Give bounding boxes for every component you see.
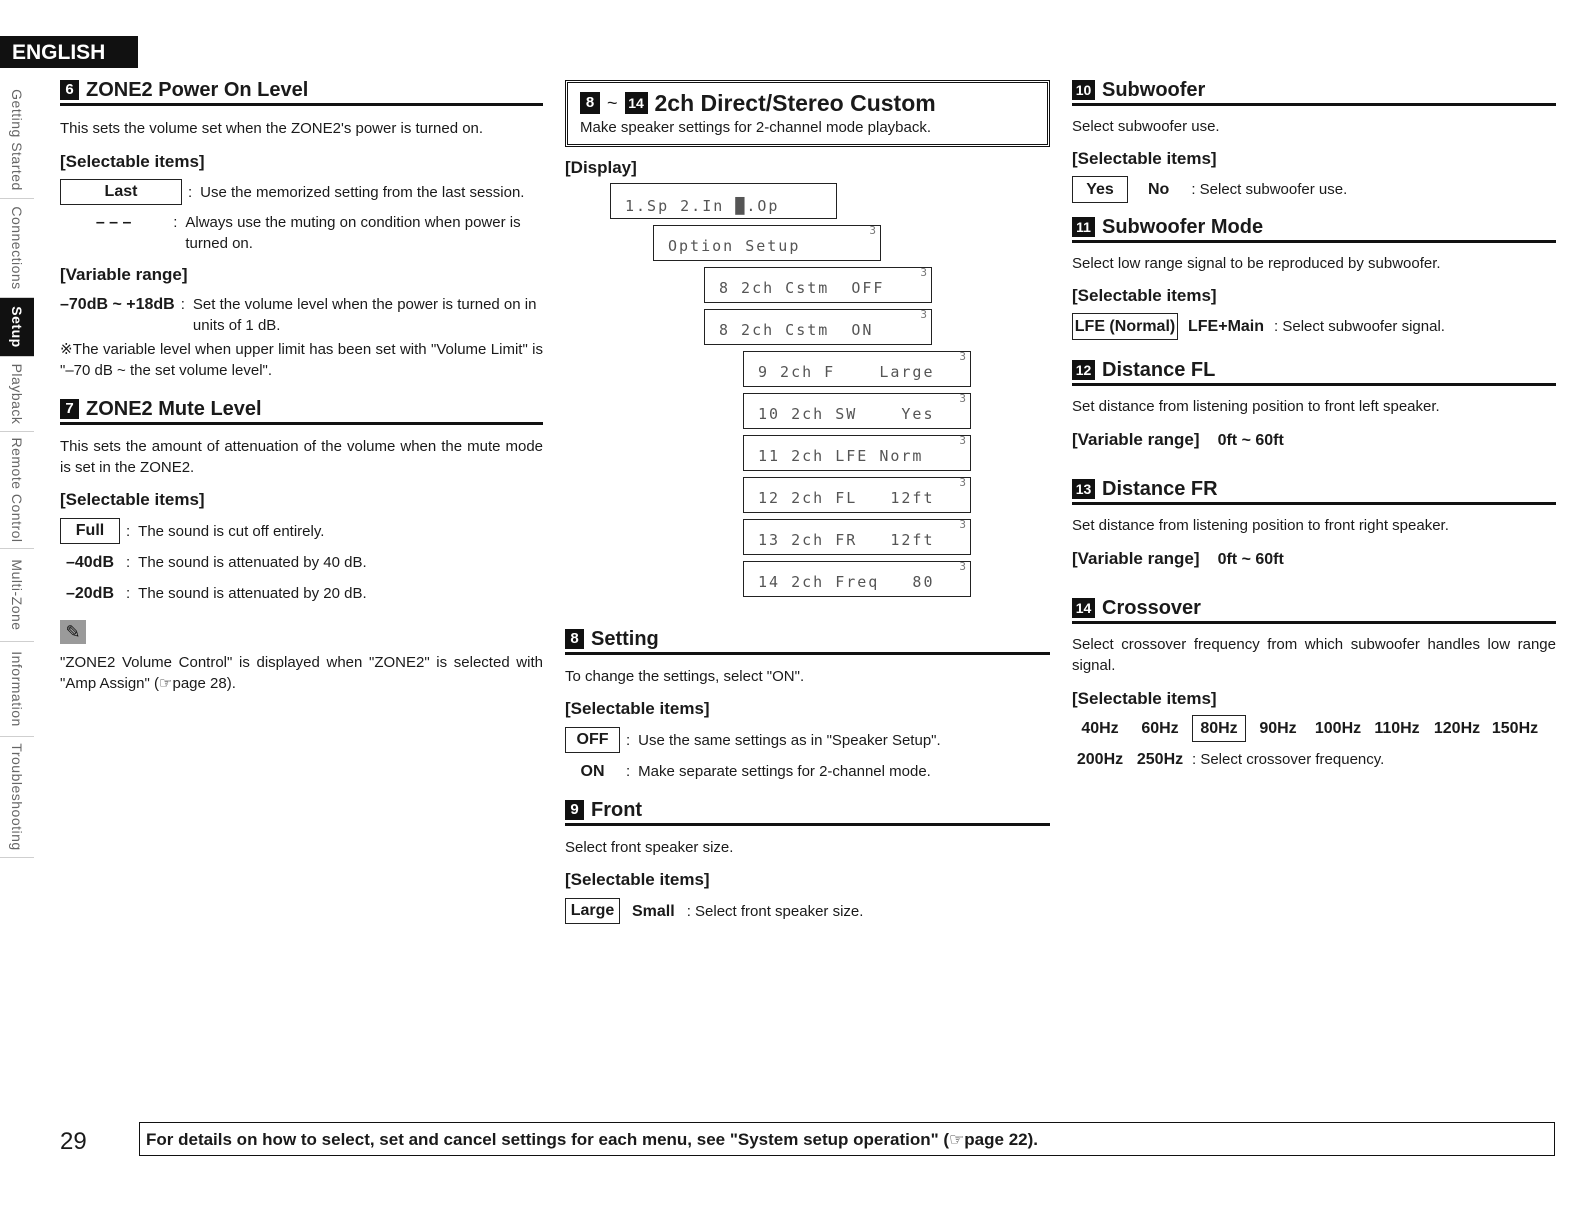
side-tab-label: Information (9, 651, 25, 727)
side-tab-information[interactable] (0, 642, 34, 737)
section-title: Subwoofer (1102, 79, 1206, 101)
section-distance-fl-heading (1072, 358, 1556, 386)
section-number: 11 (1072, 217, 1095, 237)
lcd-text: 13 2ch FR 12ft (758, 531, 935, 549)
lcd-screen (653, 225, 881, 261)
variable-range-label: [Variable range] (60, 265, 188, 284)
range-tilde: ~ (607, 93, 618, 113)
option-150hz: 150Hz (1491, 720, 1539, 737)
selectable-items-label: [Selectable items] (60, 152, 205, 171)
section-title: Subwoofer Mode (1102, 216, 1264, 238)
section-description: Select subwoofer use. (1072, 118, 1220, 135)
lcd-mark: 3 (959, 392, 966, 405)
lcd-text: 8 2ch Cstm ON (719, 321, 874, 339)
lcd-mark: 3 (959, 560, 966, 573)
option-100hz: 100Hz (1314, 720, 1362, 737)
option-on: ON (580, 763, 605, 780)
lcd-mark: 3 (959, 350, 966, 363)
note-text (60, 652, 543, 694)
selectable-items-label: [Selectable items] (1072, 689, 1217, 708)
option-off: OFF (565, 727, 620, 753)
page-number: 29 (60, 1128, 87, 1155)
section-subwoofer-mode-heading (1072, 215, 1556, 243)
option-text: : Select subwoofer signal. (1274, 318, 1445, 335)
option-no: No (1148, 181, 1170, 198)
range-row: –70dB ~ +18dB : Set the volume level when the power is turned on in units of 1 dB. (60, 294, 543, 336)
option-120hz: 120Hz (1433, 720, 1481, 737)
option-text: The sound is attenuated by 20 dB. (138, 585, 367, 602)
section-title: Distance FL (1102, 359, 1216, 381)
option-row: – – – : Always use the muting on condition when power is turned on. (60, 212, 543, 254)
lcd-text: 9 2ch F Large (758, 363, 935, 381)
option-row: OFF : Use the same settings as in "Speaker Setup". (565, 727, 1050, 753)
option-60hz: 60Hz (1141, 720, 1179, 737)
lcd-screen (743, 435, 971, 471)
section-title: 2ch Direct/Stereo Custom (654, 90, 936, 116)
section-title: Setting (591, 628, 659, 650)
note-prefix: "ZONE2 Volume Control" is displayed when "ZONE2" is selected with "Amp Assign" ( (60, 654, 543, 692)
display-label: [Display] (565, 158, 637, 177)
option-full: Full (60, 518, 120, 544)
option-200hz: 200Hz (1076, 751, 1124, 768)
variable-range-label: [Variable range] (1072, 430, 1200, 449)
section-title: Crossover (1102, 597, 1201, 619)
section-title: Front (591, 799, 643, 821)
option-row: Last : Use the memorized setting from the last session. (60, 179, 543, 205)
option-lfe-normal: LFE (Normal) (1072, 313, 1178, 340)
option-yes: Yes (1072, 176, 1128, 203)
option-text: : Select crossover frequency. (1192, 751, 1385, 768)
section-description: Set distance from listening position to front right speaker. (1072, 517, 1449, 534)
section-2ch-custom-header (565, 80, 1050, 147)
section-subwoofer-heading (1072, 78, 1556, 106)
selectable-items-label: [Selectable items] (565, 699, 710, 718)
side-tab-connections[interactable] (0, 199, 34, 298)
option-muting: – – – (95, 214, 132, 231)
lcd-mark: 3 (920, 308, 927, 321)
option-40hz: 40Hz (1081, 720, 1119, 737)
lcd-mark: 3 (959, 518, 966, 531)
section-number: 14 (1072, 598, 1095, 618)
footer-text: For details on how to select, set and cancel settings for each menu, see "System setup operation" ( (146, 1130, 950, 1149)
lcd-mark: 3 (959, 434, 966, 447)
option-text: The sound is cut off entirely. (138, 523, 325, 540)
range-value: 0ft ~ 60ft (1217, 550, 1284, 568)
lcd-mark: 3 (869, 224, 876, 237)
side-tab-setup[interactable] (0, 298, 34, 357)
range-value: 0ft ~ 60ft (1217, 431, 1284, 449)
side-tab-troubleshooting[interactable] (0, 737, 34, 858)
page-ref-icon: ☞ (949, 1130, 965, 1149)
option-row: –20dB : The sound is attenuated by 20 dB. (60, 583, 543, 604)
lcd-screen (743, 351, 971, 387)
lcd-text: Option Setup (668, 237, 801, 255)
section-title: ZONE2 Power On Level (86, 79, 309, 101)
option-text: The sound is attenuated by 40 dB. (138, 554, 367, 571)
lcd-screen (743, 561, 971, 597)
selectable-items-label: [Selectable items] (1072, 149, 1217, 168)
lcd-text: 12 2ch FL 12ft (758, 489, 935, 507)
side-tab-playback[interactable] (0, 357, 34, 432)
option-text: Use the same settings as in "Speaker Setup". (638, 732, 941, 749)
option-250hz: 250Hz (1136, 751, 1184, 768)
side-tab-label: Setup (9, 306, 25, 348)
section-number: 14 (625, 92, 648, 114)
selectable-items-label: [Selectable items] (565, 870, 710, 889)
side-tab-label: Troubleshooting (9, 743, 25, 851)
lcd-text: 8 2ch Cstm OFF (719, 279, 885, 297)
section-number: 7 (60, 399, 79, 419)
section-number: 9 (565, 800, 584, 820)
option-row (1072, 313, 1556, 340)
side-tab-label: Multi-Zone (9, 559, 25, 631)
section-crossover-heading (1072, 596, 1556, 624)
selectable-items-label: [Selectable items] (60, 490, 205, 509)
footer-note (139, 1122, 1555, 1156)
lcd-mark: 3 (959, 476, 966, 489)
lcd-mark: 3 (920, 266, 927, 279)
option-text: : Select front speaker size. (686, 902, 864, 920)
section-zone2-mute-heading (60, 397, 543, 425)
option-20db: –20dB (65, 585, 115, 602)
option-small: Small (632, 902, 675, 920)
side-tab-label: Getting Started (9, 89, 25, 191)
page-ref-icon: ☞ (159, 675, 173, 692)
lcd-screen (743, 519, 971, 555)
pencil-icon: ✎ (60, 620, 86, 644)
lcd-screen: 1.Sp 2.In █.Op (610, 183, 837, 219)
section-setting-heading (565, 627, 1050, 655)
option-40db: –40dB (65, 554, 115, 571)
side-tab-label: Remote Control (9, 437, 25, 543)
section-distance-fr-heading (1072, 477, 1556, 505)
option-row (565, 898, 1050, 924)
side-nav (0, 82, 34, 858)
option-text: Make separate settings for 2-channel mode. (638, 763, 931, 780)
lcd-text: 11 2ch LFE Norm (758, 447, 924, 465)
side-tab-getting-started[interactable] (0, 82, 34, 199)
lcd-text: 10 2ch SW Yes (758, 405, 935, 423)
option-80hz: 80Hz (1192, 715, 1246, 742)
section-description: Select front speaker size. (565, 839, 734, 856)
option-text: : Select subwoofer use. (1191, 181, 1348, 198)
section-description: Set distance from listening position to front left speaker. (1072, 398, 1440, 415)
lcd-screen (743, 393, 971, 429)
option-lfe-main: LFE+Main (1188, 318, 1265, 335)
frequency-row (1072, 749, 1556, 770)
variable-note: ※The variable level when upper limit has been set with "Volume Limit" is "–70 dB ~ the set volume level". (60, 341, 543, 379)
option-text: Use the memorized setting from the last session. (200, 184, 525, 201)
option-text: Always use the muting on condition when power is turned on. (185, 214, 521, 252)
note-page-ref: page 28). (172, 675, 236, 692)
section-description: This sets the amount of attenuation of the volume when the mute mode is set in the ZONE2. (60, 438, 543, 476)
range-value: –70dB ~ +18dB (60, 296, 175, 313)
selectable-items-label: [Selectable items] (1072, 286, 1217, 305)
lcd-text: 14 2ch Freq 80 (758, 573, 935, 591)
lcd-screen (704, 309, 932, 345)
header-title-row (580, 89, 1035, 117)
range-row (1072, 429, 1556, 451)
section-zone2-power-heading (60, 78, 543, 106)
section-number: 10 (1072, 80, 1095, 100)
variable-range-label: [Variable range] (1072, 549, 1200, 568)
footer-page-ref: page 22). (964, 1130, 1038, 1149)
option-90hz: 90Hz (1259, 720, 1297, 737)
section-title: ZONE2 Mute Level (86, 398, 262, 420)
range-row (1072, 548, 1556, 570)
side-tab-label: Connections (9, 206, 25, 290)
lcd-display-tree (565, 179, 1050, 599)
option-last: Last (60, 179, 182, 205)
section-number: 8 (580, 92, 600, 114)
option-110hz: 110Hz (1374, 720, 1420, 737)
option-large: Large (565, 898, 620, 924)
column-right (1072, 78, 1556, 770)
section-description: This sets the volume set when the ZONE2's power is turned on. (60, 120, 484, 137)
lcd-screen (704, 267, 932, 303)
section-front-heading (565, 798, 1050, 826)
option-row (1072, 176, 1556, 203)
column-middle (565, 80, 1050, 924)
option-row: –40dB : The sound is attenuated by 40 dB. (60, 552, 543, 573)
section-number: 8 (565, 629, 584, 649)
section-number: 13 (1072, 479, 1095, 499)
option-row: Full : The sound is cut off entirely. (60, 518, 543, 544)
section-description: Select low range signal to be reproduced by subwoofer. (1072, 255, 1441, 272)
range-text: Set the volume level when the power is turned on in units of 1 dB. (192, 296, 537, 334)
section-description: To change the settings, select "ON". (565, 668, 805, 685)
language-tab: ENGLISH (0, 36, 138, 68)
section-description: Select crossover frequency from which subwoofer handles low range signal. (1072, 636, 1556, 674)
column-left (60, 78, 543, 694)
note-block (60, 620, 543, 694)
lcd-screen (743, 477, 971, 513)
side-tab-label: Playback (9, 363, 25, 425)
section-title: Distance FR (1102, 478, 1218, 500)
section-number: 12 (1072, 360, 1095, 380)
option-row: ON : Make separate settings for 2-channel mode. (565, 761, 1050, 782)
side-tab-multi-zone[interactable] (0, 549, 34, 642)
section-number: 6 (60, 80, 79, 100)
frequency-row (1072, 715, 1556, 742)
side-tab-remote-control[interactable] (0, 432, 34, 549)
section-subtitle: Make speaker settings for 2-channel mode playback. (580, 119, 932, 136)
